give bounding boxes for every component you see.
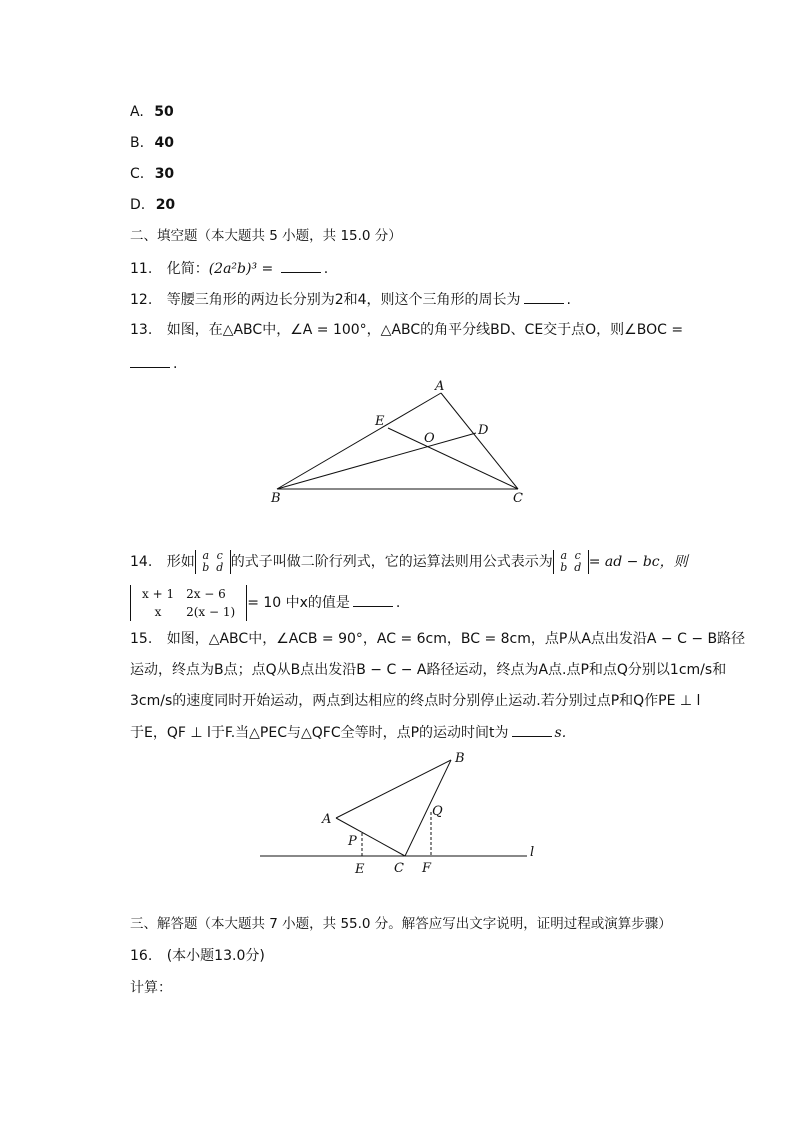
label-q: Q bbox=[432, 804, 443, 819]
label-b: B bbox=[271, 491, 281, 506]
section-title: 二、填空题（本大题共 5 小题，共 15.0 分） bbox=[130, 228, 402, 244]
question-15: 15. 如图，△ABC中，∠ACB = 90°，AC = 6cm，BC = 8cm，点P从A点出发沿A − C − B路径 bbox=[130, 631, 746, 647]
determinant-equation: x + 1 2x − 6 x 2(x − 1) bbox=[130, 585, 247, 621]
question-13-answer: . bbox=[130, 353, 177, 374]
option-c: C. 30 bbox=[130, 166, 175, 182]
determinant-formula: a c b d bbox=[553, 550, 589, 574]
label-b: B bbox=[455, 751, 465, 766]
question-16: 16. (本小题13.0分) bbox=[130, 948, 265, 964]
question-11: 11. 化简：(2a²b)³ = . bbox=[130, 258, 328, 279]
side-bc bbox=[405, 760, 451, 856]
determinant-notation: a c b d bbox=[195, 550, 231, 574]
label-c: C bbox=[513, 491, 523, 506]
label-c: C bbox=[394, 861, 404, 876]
label-f: F bbox=[422, 861, 432, 876]
label-e: E bbox=[355, 862, 365, 877]
option-d: D. 20 bbox=[130, 197, 176, 213]
question-14: 14. 形如 a c b d 的式子叫做二阶行列式，它的运算法则用公式表示为 a c b d = ad − bc，则 bbox=[130, 549, 688, 574]
label-p: P bbox=[348, 834, 357, 849]
question-15-line-4: 于E，QF ⊥ l于F.当△PEC与△QFC全等时，点P的运动时间t为 s. bbox=[130, 722, 566, 743]
section-title: 三、解答题（本大题共 7 小题，共 55.0 分。解答应写出文字说明，证明过程或演算步骤） bbox=[130, 916, 672, 932]
label-a: A bbox=[435, 379, 445, 394]
question-13: 13. 如图，在△ABC中，∠A = 100°，△ABC的角平分线BD、CE交于点O，则∠BOC = bbox=[130, 322, 684, 338]
question-15-line-2: 运动，终点为B点；点Q从B点出发沿B − C − A路径运动，终点为A点.点P和点Q分别以1cm/s和 bbox=[130, 662, 727, 678]
label-d: D bbox=[478, 423, 489, 438]
question-15-line-3: 3cm/s的速度同时开始运动，两点到达相应的终点时分别停止运动.若分别过点P和Q作PE ⊥ l bbox=[130, 693, 701, 709]
question-14-equation: x + 1 2x − 6 x 2(x − 1) = 10 中x的值是 . bbox=[130, 585, 400, 621]
label-l: l bbox=[530, 845, 535, 860]
calc-label: 计算： bbox=[130, 980, 172, 996]
label-a: A bbox=[322, 812, 332, 827]
label-e: E bbox=[375, 414, 385, 429]
option-b: B. 40 bbox=[130, 135, 174, 151]
option-a: A. 50 bbox=[130, 104, 174, 120]
label-o: O bbox=[424, 431, 435, 446]
side-ac bbox=[336, 818, 405, 856]
question-12: 12. 等腰三角形的两边长分别为2和4，则这个三角形的周长为 . bbox=[130, 289, 571, 310]
